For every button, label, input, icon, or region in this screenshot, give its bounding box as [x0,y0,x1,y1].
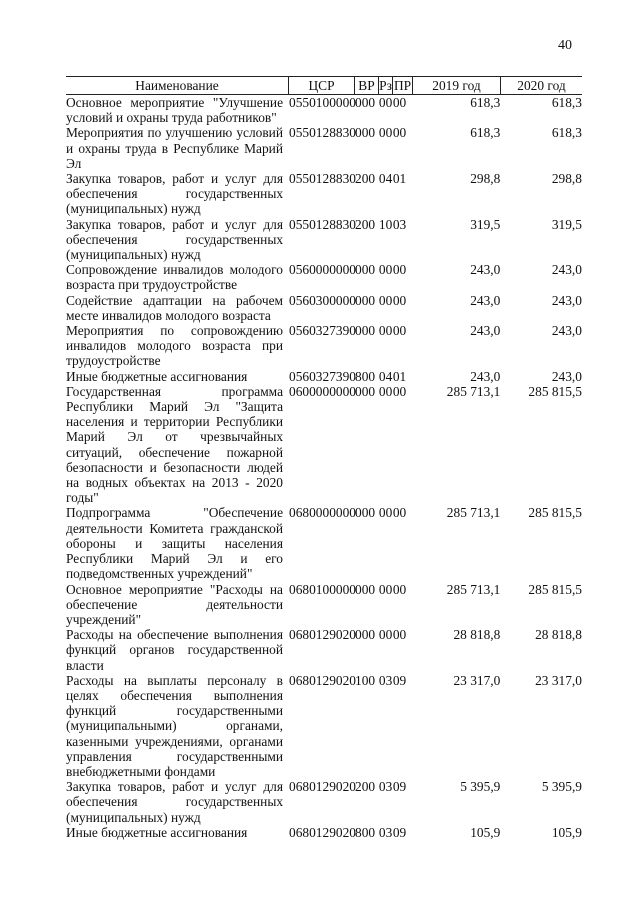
row-2020: 285 815,5 [528,383,582,399]
row-vr: 000 [355,125,376,141]
row-2020: 298,8 [551,171,582,187]
row-rz: 00 [378,627,393,643]
row-name: Мероприятия по улучшению условий и охраны труда в Республике Марий Эл [66,125,284,171]
row-name: Содействие адаптации на рабочем месте инвалидов молодого возраста [66,292,284,323]
row-name: Расходы на обеспечение выполнения функций органов государственной власти [66,627,284,673]
table-row [66,262,582,292]
row-vr: 000 [355,323,376,339]
header-2020: 2020 год [500,77,582,94]
row-2020: 23 317,0 [535,672,582,688]
row-2020: 28 818,8 [535,627,582,643]
row-rz: 00 [378,323,393,339]
row-vr: 000 [355,292,376,308]
row-rz: 03 [378,779,393,795]
row-vr: 000 [355,383,376,399]
row-pr: 00 [392,292,407,308]
row-rz: 03 [378,824,393,840]
row-rz: 00 [378,505,393,521]
row-csr: 0680129020 [289,672,356,688]
row-2019: 285 713,1 [446,581,501,597]
row-csr: 0680000000 [289,505,356,521]
table-row [66,779,582,825]
row-csr: 0680129020 [289,779,356,795]
table-row [66,582,582,628]
row-csr: 0550100000 [289,95,356,110]
header-name: Наименование [135,78,219,93]
row-2019: 298,8 [470,171,501,187]
row-csr: 0680129020 [289,824,356,840]
header-pr: ПР [393,78,412,93]
row-name: Иные бюджетные ассигнования [66,368,248,384]
row-vr: 200 [355,216,376,232]
table-row [66,384,582,506]
row-2019: 618,3 [470,125,501,141]
row-csr: 0680129020 [289,627,356,643]
row-csr: 0550128830 [289,171,356,187]
page-number: 40 [558,38,572,53]
row-name: Мероприятия по сопровождению инвалидов молодого возраста при трудоустройстве [66,323,284,369]
row-vr: 000 [355,505,376,521]
row-rz: 10 [378,216,393,232]
row-csr: 0560000000 [289,262,356,278]
row-csr: 0550128830 [289,216,356,232]
row-pr: 00 [392,581,407,597]
table-body [66,95,582,840]
row-rz: 00 [378,292,393,308]
row-2020: 319,5 [551,216,582,232]
row-2019: 23 317,0 [453,672,501,688]
table-row [66,627,582,673]
budget-table [66,76,582,840]
row-rz: 00 [378,383,393,399]
row-name: Подпрограмма "Обеспечение деятельности Комитета гражданской обороны и защиты населения Республики Марий Эл и его подведомственных учреждений" [66,505,284,582]
row-2019: 618,3 [470,95,501,110]
row-name: Закупка товаров, работ и услуг для обеспечения государственных (муниципальных) нужд [66,216,284,263]
table-row [66,171,582,217]
row-2020: 105,9 [551,824,582,840]
row-rz: 00 [378,581,393,597]
row-2019: 243,0 [470,292,501,308]
row-csr: 0600000000 [289,383,356,399]
table-row [66,217,582,263]
row-2019: 105,9 [470,824,501,840]
row-pr: 09 [392,824,407,840]
header-csr: ЦСР [288,77,354,94]
row-vr: 000 [355,95,376,110]
row-pr: 01 [392,368,407,384]
row-2020: 243,0 [551,368,582,384]
row-2019: 285 713,1 [446,383,501,399]
row-vr: 000 [355,581,376,597]
row-2020: 618,3 [551,95,582,110]
row-pr: 01 [392,171,407,187]
row-2019: 5 395,9 [460,779,501,795]
header-2019: 2019 год [412,77,500,94]
row-pr: 00 [392,262,407,278]
row-name: Сопровождение инвалидов молодого возраста при трудоустройстве [66,262,284,293]
row-2020: 243,0 [551,292,582,308]
table-header [66,76,582,95]
header-vr: ВР [354,77,378,94]
row-2020: 243,0 [551,262,582,278]
row-name: Закупка товаров, работ и услуг для обеспечения государственных (муниципальных) нужд [66,779,284,825]
table-row [66,505,582,581]
row-vr: 000 [355,627,376,643]
table-row [66,323,582,369]
table-row [66,293,582,323]
row-2019: 243,0 [470,262,501,278]
row-vr: 200 [355,171,376,187]
row-2019: 285 713,1 [446,505,501,521]
row-csr: 0560327390 [289,368,356,384]
row-2020: 5 395,9 [541,779,582,795]
row-vr: 000 [355,262,376,278]
row-name: Иные бюджетные ассигнования [66,824,248,840]
table-row [66,369,582,384]
row-vr: 800 [355,824,376,840]
row-name: Основное мероприятие "Улучшение условий и охраны труда работников" [66,95,284,126]
row-pr: 00 [392,125,407,141]
row-pr: 00 [392,505,407,521]
row-2019: 243,0 [470,368,501,384]
row-pr: 09 [392,672,407,688]
row-csr: 0680100000 [289,581,356,597]
table-row [66,125,582,171]
row-rz: 00 [378,262,393,278]
header-rz: Рз [379,78,392,93]
row-vr: 800 [355,368,376,384]
row-pr: 00 [392,95,407,110]
table-row [66,95,582,125]
row-pr: 00 [392,323,407,339]
row-rz: 03 [378,672,393,688]
row-2019: 243,0 [470,323,501,339]
row-2020: 285 815,5 [528,505,582,521]
row-csr: 0560327390 [289,323,356,339]
table-row [66,825,582,840]
row-name: Расходы на выплаты персоналу в целях обеспечения выполнения функций государственными (муниципальными) органами, казенными учреждениями, органами управления государственными внебюджетными фондами [66,672,284,779]
row-pr: 00 [392,627,407,643]
row-name: Основное мероприятие "Расходы на обеспечение деятельности учреждений" [66,581,284,627]
row-rz: 04 [378,368,393,384]
row-pr: 03 [392,216,407,232]
row-csr: 0560300000 [289,292,356,308]
row-pr: 09 [392,779,407,795]
row-vr: 100 [355,672,376,688]
row-rz: 00 [378,95,393,110]
row-rz: 00 [378,125,393,141]
row-2019: 28 818,8 [453,627,501,643]
row-pr: 00 [392,383,407,399]
row-vr: 200 [355,779,376,795]
row-name: Закупка товаров, работ и услуг для обеспечения государственных (муниципальных) нужд [66,171,284,217]
row-2019: 319,5 [470,216,501,232]
row-2020: 285 815,5 [528,581,582,597]
row-2020: 618,3 [551,125,582,141]
row-rz: 04 [378,171,393,187]
row-2020: 243,0 [551,323,582,339]
table-row [66,673,582,779]
row-name: Государственная программа Республики Марий Эл "Защита населения и территории Республики Марий Эл от чрезвычайных ситуаций, обеспечение пожарной безопасности и безопасности людей на водных объектах на 2013 - 2020 годы" [66,383,284,506]
row-csr: 0550128830 [289,125,356,141]
